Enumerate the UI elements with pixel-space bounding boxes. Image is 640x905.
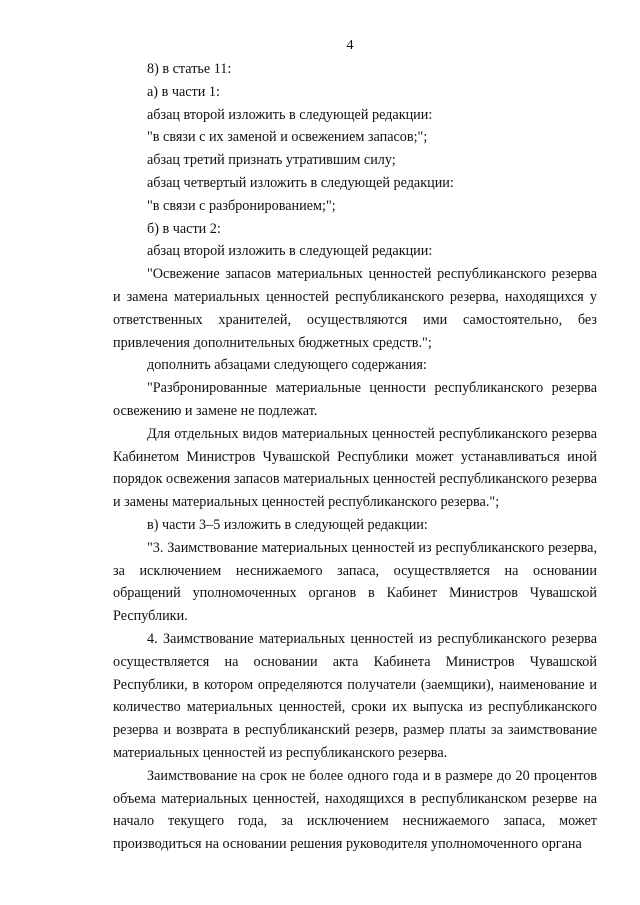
paragraph-abzac-3: абзац третий признать утратившим силу; (147, 152, 396, 169)
paragraph-abzac-4-instruction: абзац четвертый изложить в следующей редакции: (147, 174, 454, 191)
paragraph-item-4: 4. Заимствование материальных ценностей из республиканского резерва осуществляется на основании акта Кабинета Министров Чувашской Республики, в котором определяются получатели (заемщики), наименование и количество материальных ценностей, сроки их выпуска из республиканского резерва и возврата в республиканский резерв, размер платы за заимствование материальных ценностей из республиканского резерва. (113, 630, 597, 761)
paragraph-parts-3-5: в) части 3–5 изложить в следующей редакции: (147, 516, 428, 533)
paragraph-debooked-values: "Разбронированные материальные ценности республиканского резерва освежению и замене не подлежат. (113, 380, 597, 419)
paragraph-add-abzacs: дополнить абзацами следующего содержания: (147, 357, 427, 374)
paragraph-borrowing-term: Заимствование на срок не более одного года и в размере до 20 процентов объема материальных ценностей, находящихся в республиканском резерве на начало текущего года, за исключением неснижаемого запаса, может производиться на основании решения руководителя уполномоченного органа (113, 767, 597, 853)
paragraph-refresh-stocks: "Освежение запасов материальных ценностей республиканского резерва и замена материальных ценностей республиканского резерва, находящихся у ответственных хранителей, осуществляются ими самостоятельно, без привлечения дополнительных бюджетных средств."; (113, 266, 597, 351)
paragraph-abzac-4-text: "в связи с разбронированием;"; (147, 197, 336, 214)
paragraph-part-1: а) в части 1: (147, 83, 220, 100)
paragraph-part-2: б) в части 2: (147, 220, 221, 237)
page-number: 4 (346, 38, 354, 53)
paragraph-abzac-2-instruction: абзац второй изложить в следующей редакции: (147, 106, 433, 123)
paragraph-other-order: Для отдельных видов материальных ценностей республиканского резерва Кабинетом Министров Чувашской Республики может устанавливаться иной порядок освежения запасов материальных ценностей республиканского резерва и замены материальных ценностей республиканского резерва."; (113, 425, 597, 511)
paragraph-abzac-2-text: "в связи с их заменой и освежением запасов;"; (147, 129, 428, 146)
paragraph-article-11: 8) в статье 11: (147, 61, 232, 77)
document-body (113, 58, 597, 856)
paragraph-item-3: "3. Заимствование материальных ценностей из республиканского резерва, за исключением неснижаемого запаса, осуществляется на основании обращений уполномоченных органов в Кабинет Министров Чувашской Республики. (113, 539, 597, 625)
paragraph-part-2-instruction: абзац второй изложить в следующей редакции: (147, 243, 433, 260)
